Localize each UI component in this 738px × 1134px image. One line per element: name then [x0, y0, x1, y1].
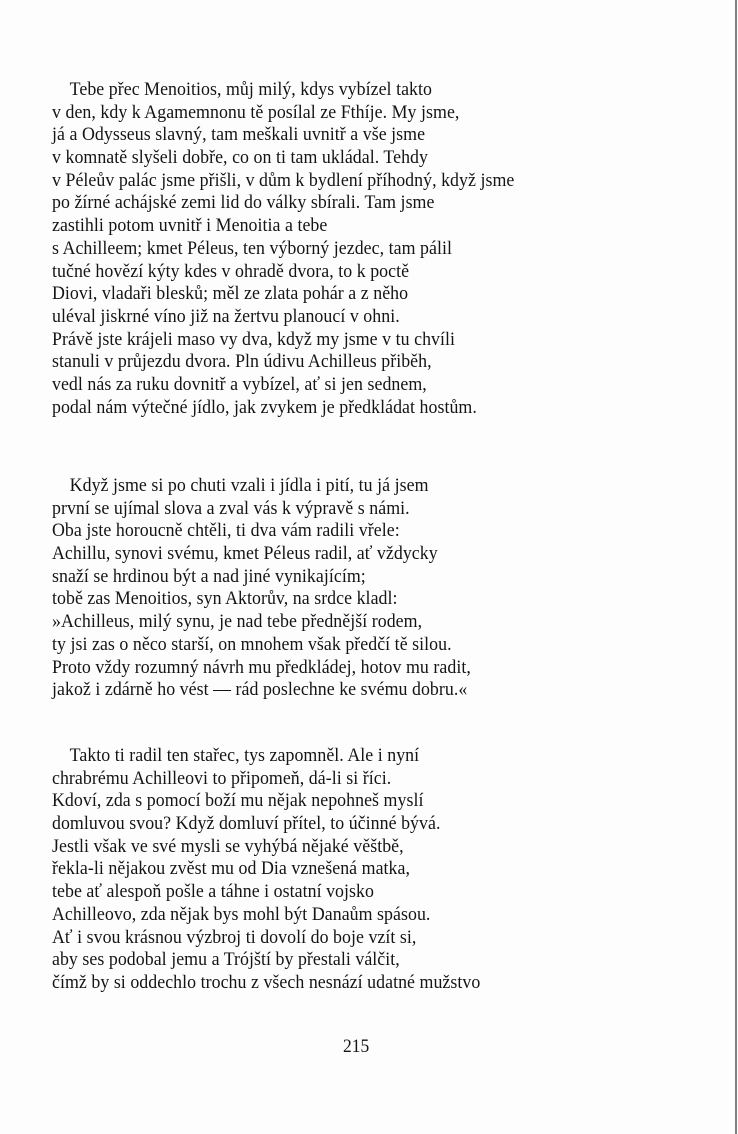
verse-line: zastihli potom uvnitř i Menoitia a tebe — [52, 215, 328, 237]
verse-line: tebe ať alespoň pošle a táhne i ostatní vojsko — [52, 881, 374, 903]
verse-line: v den, kdy k Agamemnonu tě posílal ze Fthíje. My jsme, — [52, 101, 460, 123]
verse-line: tučné hovězí kýty kdes v ohradě dvora, to k poctě — [52, 260, 410, 282]
verse-line: jakož i zdárně ho vést — rád poslechne ke svému dobru.« — [52, 679, 468, 701]
verse-line: já a Odysseus slavný, tam meškali uvnitř a vše jsme — [52, 124, 426, 146]
verse-line: »Achilleus, milý synu, je nad tebe přednější rodem, — [52, 611, 423, 633]
stanza-2 — [52, 475, 692, 702]
scan-edge-line — [735, 0, 737, 1134]
verse-line: uléval jiskrné víno již na žertvu planoucí v ohni. — [52, 305, 400, 327]
verse-line: Ať i svou krásnou výzbroj ti dovolí do boje vzít si, — [52, 926, 417, 948]
verse-line: snaží se hrdinou být a nad jiné vynikajícím; — [52, 565, 366, 587]
verse-line: v komnatě slyšeli dobře, co on ti tam ukládal. Tehdy — [52, 147, 428, 169]
verse-line: domluvou svou? Když domluví přítel, to účinné bývá. — [52, 813, 441, 835]
verse-line: Jestli však ve své mysli se vyhýbá nějaké věštbě, — [52, 835, 404, 857]
verse-line: Tebe přec Menoitios, můj milý, kdys vybízel takto — [69, 79, 432, 100]
verse-line: aby ses podobal jemu a Trójští by přestali válčit, — [52, 949, 400, 971]
verse-line: chrabrému Achilleovi to připomeň, dá-li si říci. — [52, 767, 392, 789]
verse-line: řekla-li nějakou zvěst mu od Dia vznešená matka, — [52, 858, 411, 880]
verse-line: Oba jste horoucně chtěli, ti dva vám radili vřele: — [52, 520, 400, 542]
verse-line: Achillu, synovi svému, kmet Péleus radil, ať vždycky — [52, 543, 438, 565]
verse-line: s Achilleem; kmet Péleus, ten výborný jezdec, tam pálil — [52, 237, 452, 259]
verse-line: Takto ti radil ten stařec, tys zapomněl. Ale i nyní — [69, 745, 420, 766]
stanza-1 — [52, 79, 692, 419]
verse-line: stanuli v průjezdu dvora. Pln údivu Achilleus přiběh, — [52, 351, 432, 373]
verse-line: vedl nás za ruku dovnitř a vybízel, ať si jen sednem, — [52, 373, 427, 395]
verse-line: Právě jste krájeli maso vy dva, když my jsme v tu chvíli — [52, 328, 456, 350]
verse-line: Když jsme si po chuti vzali i jídla i pití, tu já jsem — [69, 475, 429, 496]
verse-line: podal nám výtečné jídlo, jak zvykem je předkládat hostům. — [52, 396, 477, 418]
stanza-3 — [52, 745, 692, 995]
verse-line: Kdoví, zda s pomocí boží mu nějak nepohneš myslí — [52, 790, 424, 812]
verse-line: v Péleův palác jsme přišli, v dům k bydlení příhodný, když jsme — [52, 169, 515, 191]
verse-line: Proto vždy rozumný návrh mu předkládej, hotov mu radit, — [52, 656, 471, 678]
verse-line: Diovi, vladaři blesků; měl ze zlata pohár a z něho — [52, 283, 409, 305]
verse-line: první se ujímal slova a zval vás k výpravě s námi. — [52, 497, 410, 519]
verse-line: čímž by si oddechlo trochu z všech nesnází udatné mužstvo — [52, 971, 481, 993]
verse-line: tobě zas Menoitios, syn Aktorův, na srdce kladl: — [52, 588, 398, 610]
page-number: 215 — [343, 1036, 370, 1057]
verse-line: po žírné achájské zemi lid do války sbírali. Tam jsme — [52, 192, 435, 214]
verse-line: ty jsi zas o něco starší, on mnohem však předčí tě silou. — [52, 633, 452, 655]
verse-line: Achilleovo, zda nějak bys mohl být Danaům spásou. — [52, 903, 431, 925]
